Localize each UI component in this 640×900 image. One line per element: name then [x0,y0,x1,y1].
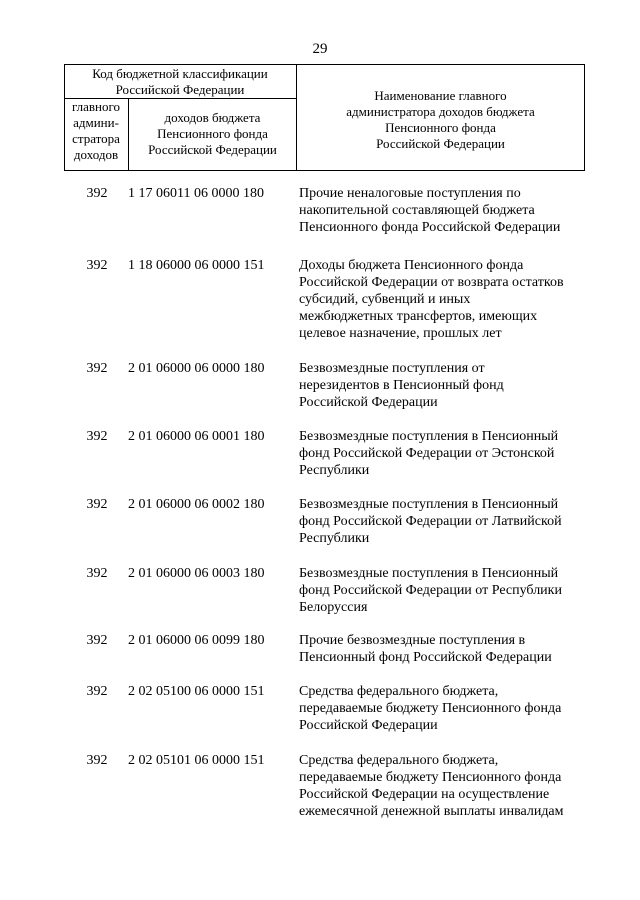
revenue-code-cell: 2 02 05100 06 0000 151 [128,684,265,699]
header-group-title [64,66,296,98]
revenue-name-line: Доходы бюджета Пенсионного фонда [299,258,524,273]
revenue-name-line: Средства федерального бюджета, [299,753,499,768]
revenue-name-line: передаваемые бюджету Пенсионного фонда [299,701,562,716]
revenue-name-cell [299,752,589,820]
revenue-name-cell [299,683,589,734]
revenue-name-line: Российской Федерации от возврата остатков [299,275,564,290]
revenue-name-line: Прочие неналоговые поступления по [299,186,521,201]
revenue-name-line: ежемесячной денежной выплаты инвалидам [299,804,564,819]
revenue-code-cell: 2 01 06000 06 0001 180 [128,429,265,444]
revenue-name-line: фонд Российской Федерации от Республики [299,583,562,598]
header-col-name-line: администратора доходов бюджета [346,104,535,119]
header-col-revenue-line: Пенсионного фонда [157,126,268,141]
revenue-name-line: Российской Федерации [299,718,438,733]
revenue-name-line: Пенсионного фонда Российской Федерации [299,220,561,235]
header-group-title-line: Российской Федерации [115,82,245,97]
admin-code-cell: 392 [86,753,108,768]
revenue-code-cell: 2 01 06000 06 0000 180 [128,361,265,376]
header-group-title-line: Код бюджетной классификации [92,66,268,81]
revenue-name-line: фонд Российской Федерации от Латвийской [299,514,562,529]
revenue-name-cell [299,632,589,666]
revenue-name-line: Безвозмездные поступления в Пенсионный [299,429,559,444]
revenue-code-cell: 2 02 05101 06 0000 151 [128,753,265,768]
revenue-code-cell: 2 01 06000 06 0003 180 [128,566,265,581]
revenue-name-cell [299,496,589,547]
revenue-name-line: субсидий, субвенций и иных [299,292,471,307]
table-header [64,64,585,171]
revenue-name-line: межбюджетных трансфертов, имеющих [299,309,538,324]
header-col-admin-line: главного [71,99,121,114]
header-col-revenue-line: Российской Федерации [148,142,277,157]
header-col-admin [64,99,128,163]
revenue-name-line: Пенсионный фонд Российской Федерации [299,650,552,665]
header-col-admin-line: админи- [73,115,119,130]
header-col-admin-line: стратора [72,131,120,146]
admin-code-cell: 392 [86,258,108,273]
revenue-name-line: Средства федерального бюджета, [299,684,499,699]
revenue-name-line: Прочие безвозмездные поступления в [299,633,526,648]
revenue-name-line: фонд Российской Федерации от Эстонской [299,446,555,461]
revenue-name-line: Безвозмездные поступления в Пенсионный [299,566,559,581]
admin-code-cell: 392 [86,684,108,699]
header-bottom-border [64,170,585,171]
revenue-name-line: Безвозмездные поступления в Пенсионный [299,497,559,512]
revenue-name-line: Безвозмездные поступления от [299,361,485,376]
admin-code-cell: 392 [86,497,108,512]
header-col-name-line: Российской Федерации [376,136,505,151]
revenue-name-cell [299,428,589,479]
header-col-admin-line: доходов [73,147,119,162]
header-right-border [584,64,585,171]
revenue-name-line: Российской Федерации на осуществление [299,787,550,802]
revenue-code-cell: 2 01 06000 06 0099 180 [128,633,265,648]
header-col-name [297,88,584,152]
admin-code-cell: 392 [86,361,108,376]
revenue-name-line: накопительной составляющей бюджета [299,203,535,218]
revenue-name-line: Республики [299,463,370,478]
revenue-name-line: Республики [299,531,370,546]
admin-code-cell: 392 [86,186,108,201]
header-col-name-line: Пенсионного фонда [385,120,496,135]
page-number: 29 [312,41,328,57]
revenue-name-line: передаваемые бюджету Пенсионного фонда [299,770,562,785]
header-col-revenue [129,110,296,158]
revenue-code-cell: 1 17 06011 06 0000 180 [128,186,264,201]
header-col-revenue-line: доходов бюджета [164,110,261,125]
header-top-border [64,64,585,65]
revenue-name-line: Российской Федерации [299,395,438,410]
admin-code-cell: 392 [86,429,108,444]
revenue-code-cell: 2 01 06000 06 0002 180 [128,497,265,512]
revenue-name-cell [299,185,589,236]
revenue-code-cell: 1 18 06000 06 0000 151 [128,258,265,273]
revenue-name-cell [299,360,589,411]
revenue-name-line: целевое назначение, прошлых лет [299,326,502,341]
revenue-name-line: нерезидентов в Пенсионный фонд [299,378,504,393]
revenue-name-cell [299,257,589,342]
header-col-name-line: Наименование главного [374,88,507,103]
revenue-name-cell [299,565,589,616]
revenue-name-line: Белоруссия [299,600,368,615]
admin-code-cell: 392 [86,566,108,581]
admin-code-cell: 392 [86,633,108,648]
